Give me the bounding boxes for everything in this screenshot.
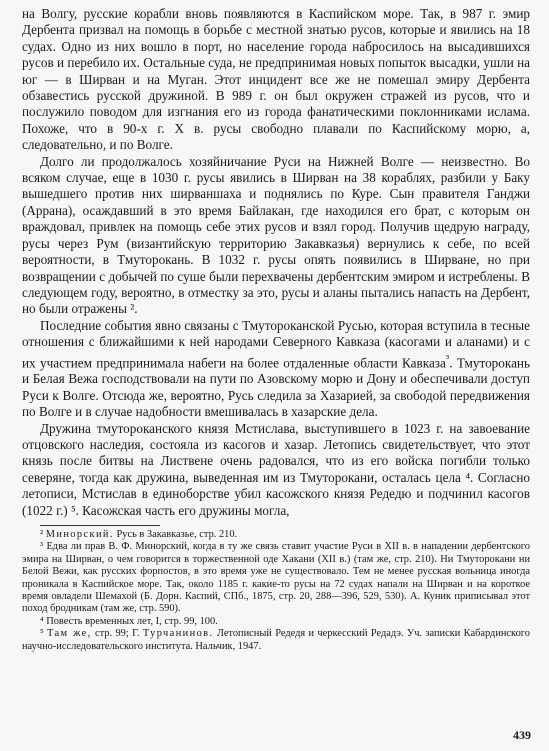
paragraph-1: на Волгу, русские корабли вновь появляются в Каспийском море. Так, в 987 г. эмир Дербента призвал на помощь в борьбе с местной знатью русов, которые и явились на 18 судах. Одно из них вошло в порт, но население города набросилось на высадившихся русов и перебило их. Остальные суда, не предпринимая новых попыток высадки, ушли на юг — в Ширван и на Муган. Этот инцидент все же не помешал эмиру Дербента обзавестись русской дружиной. В 989 г. он был окружен стражей из русов, что и послужило поводом для изгнания его из города фанатичеcкими поклонниками ислама. Похоже, что в 90-х г. X в. русы свободно плавали по Каспийскому морю, а, следовательно, и по Волге.	[22, 6, 530, 153]
footnote-5	[22, 628, 530, 653]
page-number: 439	[513, 728, 531, 742]
footnote-5-author-2: Турчанинов.	[142, 628, 214, 640]
footnote-5-text: Летописный Редедя и черкесский Редадэ. Уч. записки Кабардинского научно-исследовательского института. Нальчик, 1947.	[22, 628, 530, 652]
footnote-2-mark: ²	[40, 528, 44, 540]
footnote-5-mid: стр. 99; Г.	[95, 628, 140, 640]
footnote-3	[22, 541, 530, 615]
paragraph-2: Долго ли продолжалось хозяйничание Руси на Нижней Волге — неизвестно. Во всяком случае, еще в 1030 г. русы явились в Ширван на 38 кораблях, разбили у Баку вышедшего против них ширваншаха и поднялись по Куре. Сын правителя Ганджи (Аррана), осаждавший в это время Байлакан, где находился его брат, с которым он враждовал, привлек на помощь себе этих русов и взял город. Получив щедрую награду, русы через Рум (византийскую территорию Закавказья) вернулись к себе, по всей вероятности, в Тмуторокань. В 1032 г. русы опять появились в Ширване, но при возвращении с добычей по суше были перехвачены дербентским эмиром и истреблены. В следующем году, вероятно, в отместку за это, русы и аланы пытались напасть на Дербент, но были отражены ².	[22, 153, 530, 317]
page-body	[22, 6, 530, 653]
footnote-2-author: Минорский.	[45, 528, 114, 540]
footnote-3-mark: ³	[40, 541, 44, 553]
footnote-3-text: Едва ли прав В. Ф. Минорский, когда в ту же связь ставит участие Руси в XII в. в нападении дербентского эмира на Ширван, о чем говорится в торжественной оде Хакани (XII в.) (там же, стр. 210). Ни Тмуторокани ни Белой Вежи, как русских форпостов, в это время уже не существовало. Тем не менее русская вольница иногда проникала в Каспийское море. Так, около 1185 г. какие-то русы на 72 судах напали на Ширван и на короткое время овладели Шемахой (Б. Дорн. Каспий, СПб., 1875, стр. 20, 288—396, 529, 530). А. Куник приписывал этот поход бродникам (там же, стр. 590).	[22, 541, 530, 615]
footnote-4	[22, 616, 530, 628]
paragraph-3-after: . Тмуторокань и Белая Вежа господствовали на пути по Азовскому морю и Дону и обеспечивали доступ Руси к Волге. Отсюда же, вероятно, Русь следила за Хазарией, за свободой передвижения по Волге и в случае надобности вмешивалась в хазарские дела.	[22, 354, 531, 420]
footnote-divider	[40, 525, 160, 526]
paragraph-4: Дружина тмутороканского князя Мстислава, выступившего в 1023 г. на завоевание отцовского наследия, состояла из касогов и хазар. Летопись свидетельствует, что этот князь после битвы на Листвене очень радовался, что из его войска погибли только северяне, тогда как дружина, выведенная им из Тмуторокани, осталась цела ⁴. Согласно летописи, Мстислав в единоборстве убил касожского князя Редедю и подчинил касогов (1022 г.) ⁵. Касожская часть его дружины могла,	[22, 420, 530, 518]
footnote-2-text: Русь в Закавказье, стр. 210.	[116, 528, 238, 540]
footnote-ref-3[interactable]: ³	[445, 352, 450, 365]
footnote-4-text: Повесть временных лет, I, стр. 99, 100.	[46, 615, 218, 627]
footnote-5-author-1: Там же,	[46, 628, 92, 640]
footnote-5-mark: ⁵	[40, 628, 44, 640]
footnote-2	[22, 529, 530, 541]
footnote-4-mark: ⁴	[40, 615, 44, 627]
paragraph-3-before: Последние события явно связаны с Тмутороканской Русью, которая вступила в тесные отношения с ближайшими к ней народами Северного Кавказа (касогами и аланами) и с их участием предпринимала набеги на более отдаленные области Кавказа	[22, 317, 530, 370]
paragraph-3	[22, 318, 530, 421]
